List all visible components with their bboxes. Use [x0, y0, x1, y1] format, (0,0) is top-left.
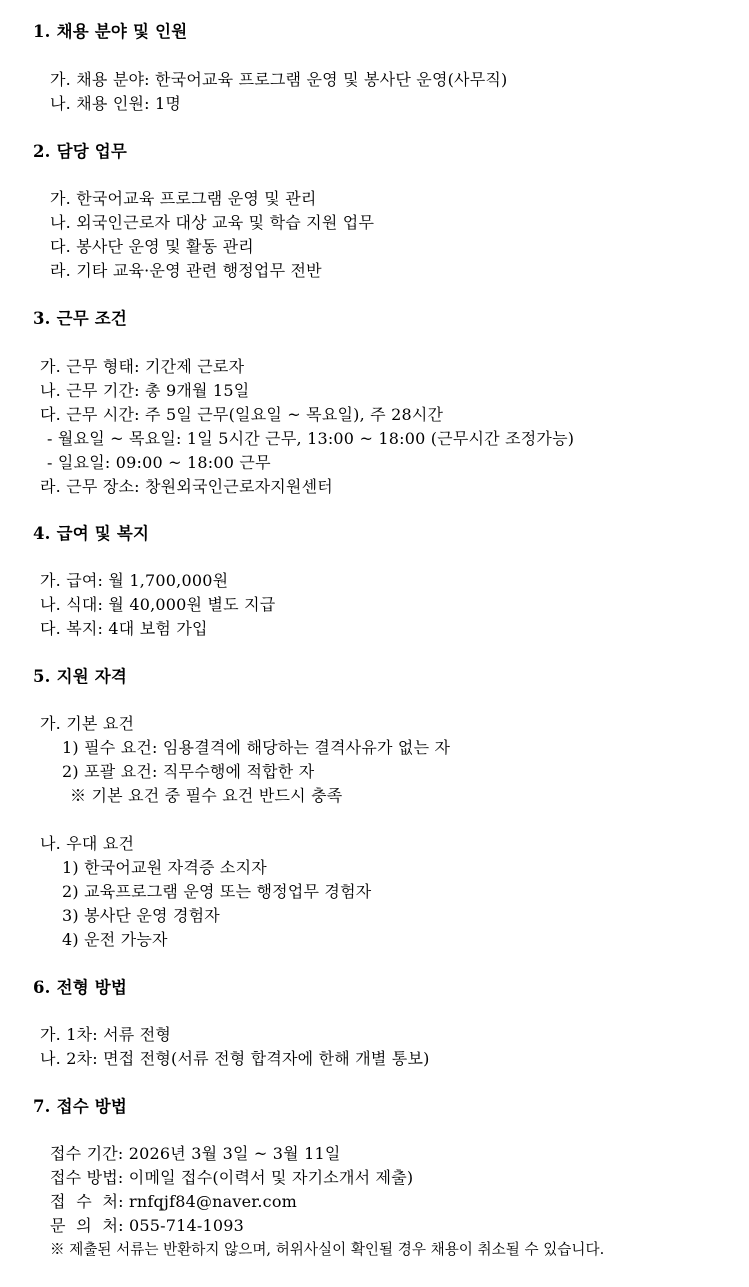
text-line: 라. 근무 장소: 창원외국인근로자지원센터 [40, 477, 333, 496]
text-line: - 일요일: 09:00 ~ 18:00 근무 [47, 453, 271, 472]
text-line: 다. 근무 시간: 주 5일 근무(일요일 ~ 목요일), 주 28시간 [40, 405, 444, 424]
section-heading-duties: 2. 담당 업무 [33, 142, 128, 161]
text-line: 가. 근무 형태: 기간제 근로자 [40, 357, 245, 376]
text-line: ※ 기본 요건 중 필수 요건 반드시 충족 [70, 786, 343, 805]
text-line: - 월요일 ~ 목요일: 1일 5시간 근무, 13:00 ~ 18:00 (근무시간 조정가능) [47, 429, 575, 448]
text-line: 나. 외국인근로자 대상 교육 및 학습 지원 업무 [50, 213, 375, 232]
text-line: 4) 운전 가능자 [62, 930, 168, 949]
text-line-phone: 문 의 처: 055-714-1093 [50, 1216, 244, 1235]
text-line: 접수 기간: 2026년 3월 3일 ~ 3월 11일 [50, 1144, 341, 1163]
text-line: 가. 급여: 월 1,700,000원 [40, 571, 229, 590]
text-line: 가. 한국어교육 프로그램 운영 및 관리 [50, 189, 317, 208]
text-line: 나. 식대: 월 40,000원 별도 지급 [40, 595, 276, 614]
section-heading-work-conditions: 3. 근무 조건 [33, 309, 128, 328]
section-heading-salary-welfare: 4. 급여 및 복지 [33, 524, 150, 543]
text-line-email: 접 수 처: rnfqjf84@naver.com [50, 1192, 298, 1211]
text-line: 1) 한국어교원 자격증 소지자 [62, 858, 267, 877]
text-line: 접수 방법: 이메일 접수(이력서 및 자기소개서 제출) [50, 1168, 414, 1187]
text-line: 1) 필수 요건: 임용결격에 해당하는 결격사유가 없는 자 [62, 738, 451, 757]
text-line: 가. 1차: 서류 전형 [40, 1025, 172, 1044]
section-heading-qualifications: 5. 지원 자격 [33, 667, 128, 686]
section-heading-selection-process: 6. 전형 방법 [33, 978, 128, 997]
notice-line: ※ 제출된 서류는 반환하지 않으며, 허위사실이 확인될 경우 채용이 취소될 수 있습니다. [50, 1241, 605, 1258]
text-line: 나. 근무 기간: 총 9개월 15일 [40, 381, 250, 400]
text-line: 다. 봉사단 운영 및 활동 관리 [50, 237, 254, 256]
text-line: 나. 2차: 면접 전형(서류 전형 합격자에 한해 개별 통보) [40, 1049, 430, 1068]
text-line: 가. 기본 요건 [40, 714, 135, 733]
section-heading-recruitment-field: 1. 채용 분야 및 인원 [33, 22, 188, 41]
text-line: 2) 포괄 요건: 직무수행에 적합한 자 [62, 762, 315, 781]
text-line: 라. 기타 교육·운영 관련 행정업무 전반 [50, 261, 322, 280]
text-line: 나. 채용 인원: 1명 [50, 94, 182, 113]
text-line: 나. 우대 요건 [40, 834, 135, 853]
text-line: 3) 봉사단 운영 경험자 [62, 906, 220, 925]
section-heading-application-method: 7. 접수 방법 [33, 1097, 128, 1116]
text-line: 2) 교육프로그램 운영 또는 행정업무 경험자 [62, 882, 372, 901]
text-line: 가. 채용 분야: 한국어교육 프로그램 운영 및 봉사단 운영(사무직) [50, 70, 508, 89]
text-line: 다. 복지: 4대 보험 가입 [40, 619, 208, 638]
